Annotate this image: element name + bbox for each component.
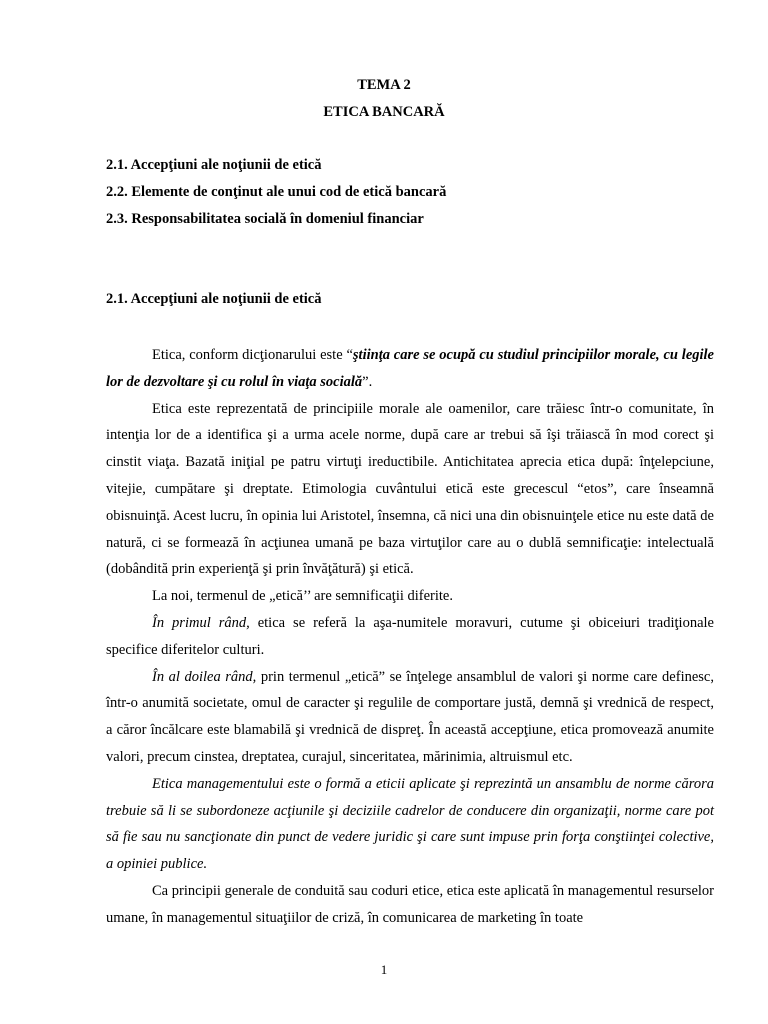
toc-item: 2.1. Accepţiuni ale noţiunii de etică [106, 157, 322, 173]
paragraph-definition [106, 342, 714, 396]
theme-label: TEMA 2 [357, 77, 411, 93]
definition-emphasis: ştiinţa care se ocupă cu studiul principiilor morale, cu legile lor de dezvoltare şi cu rolul în viaţa socială [106, 347, 714, 390]
section-heading: 2.1. Accepţiuni ale noţiunii de etică [106, 291, 322, 307]
paragraph-text: etica se referă la aşa-numitele moravuri, cutume şi obiceiuri tradiţionale specifice diferitelor culturi. [106, 614, 714, 658]
page-title: ETICA BANCARĂ [323, 104, 445, 120]
page-number: 1 [380, 962, 388, 977]
toc-item: 2.2. Elemente de conţinut ale unui cod de etică bancară [106, 184, 447, 200]
paragraph-emphasis: În primul rând, [152, 614, 250, 631]
paragraph-text: prin termenul „etică” se înţelege ansamblul de valori şi norme care definesc, într-o anumită societate, omul de caracter şi regulile de comportare justă, demnă şi vrednică de respect, a căror încălcare este blamabilă şi vrednică de dispreţ. În această accepţiune, etica promovează anumite valori, precum cinstea, dreptatea, curajul, sinceritatea, mărinimia, altruismul etc. [106, 668, 714, 765]
paragraph: Ca principii generale de conduită sau coduri etice, etica este aplicată în managementul resurselor umane, în managementul situaţiilor de criză, în comunicarea de marketing în toate [106, 882, 714, 926]
paragraph [106, 664, 714, 771]
paragraph-text: Etica, conform dicţionarului este “ [152, 347, 353, 363]
paragraph: Etica este reprezentată de principiile morale ale oamenilor, care trăiesc într-o comunitate, în intenţia lor de a identifica şi a urma acele norme, după care ar trebui să îşi trăiască în mod corect şi cinstit viaţa. Bazată iniţial pe patru virtuţi ireductibile. Antichitatea aprecia etica după: înţelepciune, vitejie, cumpătare şi dreptate. Etimologia cuvântului etică este grecescul “etos”, care înseamnă obisnuinţă. Acest lucru, în opinia lui Aristotel, însemna, că nici una din obisnuinţele etice nu este dată de natură, ci se formează în acţiunea umană pe baza virtuţilor care au o dublă semnificaţie: intelectuală (dobândită prin experienţă şi prin învăţătură) şi etică. [106, 400, 714, 578]
paragraph [106, 610, 714, 664]
paragraph-emphasis: În al doilea rând, [152, 668, 257, 685]
toc-item: 2.3. Responsabilitatea socială în domeniul financiar [106, 211, 424, 227]
paragraph-text: ”. [362, 373, 373, 390]
paragraph: La noi, termenul de „etică’’ are semnificaţii diferite. [152, 588, 453, 605]
body-text [106, 342, 714, 932]
paragraph-italic: Etica managementului este o formă a eticii aplicate şi reprezintă un ansamblu de norme cărora trebuie să li se subordoneze acţiunile şi deciziile cadrelor de conducere din organizaţii, norme care pot să fie sau nu sancţionate din punct de vedere juridic şi care sunt impuse prin forţa conştiinţei colective, a opiniei publice. [106, 775, 714, 873]
